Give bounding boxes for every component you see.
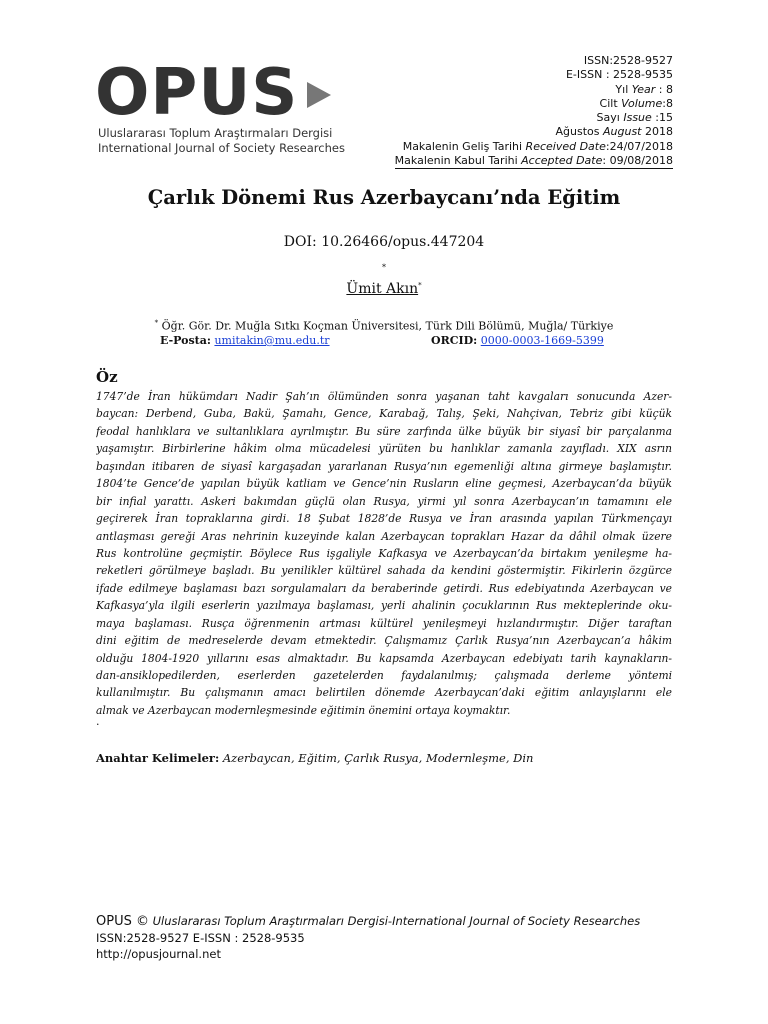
publication-meta bbox=[395, 54, 673, 169]
article-doi: DOI: 10.26466/opus.447204 bbox=[283, 234, 485, 250]
abstract-line: geçirerek İran topraklarına girdi. 18 Şubat 1828’de Rusya ve İran arasında yapılan Türkmençayı bbox=[96, 512, 672, 526]
issn: ISSN:2528-9527 bbox=[583, 54, 673, 67]
abstract-line: reketleri görülmeye başladı. Bu yenilikler kültürel sahada da kendini göstermiştir. Fikirlerin özgürce bbox=[96, 564, 672, 578]
keywords bbox=[96, 751, 533, 765]
issue-line: Sayı Issue :15 bbox=[596, 111, 673, 125]
abstract-heading: Öz bbox=[96, 368, 118, 386]
orcid-label: ORCID: bbox=[431, 334, 478, 347]
footer-issn: ISSN:2528-9527 E-ISSN : 2528-9535 bbox=[96, 931, 305, 945]
volume-line: Cilt Volume:8 bbox=[599, 96, 673, 110]
month-line: Ağustos August 2018 bbox=[555, 125, 673, 139]
abstract-line: maya başlaması. Rusça öğrenmenin artması kültürel yenileşmeyi hızlandırmıştır. Diğer taraftan bbox=[96, 616, 672, 630]
abstract-line: Rus kontrolüne geçmiştir. Böylece Rus işgaliyle Kafkasya ve Azerbaycan’da birtakım yenileşme ha- bbox=[96, 546, 672, 560]
year-line: Yıl Year : 8 bbox=[615, 82, 673, 96]
orcid-group bbox=[431, 334, 604, 347]
article-title: Çarlık Dönemi Rus Azerbaycanı’nda Eğitim bbox=[147, 186, 621, 209]
footnote-star: * bbox=[382, 263, 386, 272]
abstract-line: olduğu 1804-1920 yıllarını esas almaktadır. Bu kapsamda Azerbaycan edebiyatı tarih kaynakların- bbox=[96, 651, 672, 665]
footer-journal-name: Uluslararası Toplum Araştırmaları Dergisi-International Journal of Society Researches bbox=[148, 914, 641, 928]
journal-name-tr: Uluslararası Toplum Araştırmaları Dergisi bbox=[98, 126, 333, 140]
email-label: E-Posta: bbox=[160, 334, 211, 347]
abstract-line: 1804’te Gence’de yapılan büyük katliam ve Gence’nin Rusların eline geçmesi, Azerbaycan’da büyük bbox=[96, 477, 672, 491]
trailing-dot: . bbox=[96, 715, 100, 728]
abstract-line: dan-ansiklopedilerden, eserlerden gazetelerden faydalanılmış; çalışmada derleme yöntemi bbox=[96, 669, 672, 682]
abstract-line: kullanılmıştır. Bu çalışmanın amacı belirtilen dönemde Azerbaycan’daki eğitim anlayışlarını ele bbox=[96, 686, 672, 700]
journal-logo-subtitle bbox=[98, 126, 345, 156]
received-date-line: Makalenin Geliş Tarihi Received Date:24/07/2018 bbox=[402, 139, 673, 153]
author-line bbox=[0, 281, 768, 297]
abstract-line: feodal hanlıklara ve sultanlıklara ayrılmıştır. Bu süre zarfında ülke büyük bir siyasî bir parçalanma bbox=[96, 424, 672, 438]
journal-name-en: International Journal of Society Researches bbox=[98, 141, 345, 155]
abstract-body bbox=[96, 388, 672, 719]
page-footer bbox=[96, 913, 640, 962]
abstract-line: Kafkasya’yla ilgili eserlerin yazılmaya başlaması, yerli ahalinin çocuklarının Rus mekteplerinde oku- bbox=[96, 599, 672, 613]
author-affiliation: * Öğr. Gör. Dr. Muğla Sıtkı Koçman Üniversitesi, Türk Dili Bölümü, Muğla/ Türkiye bbox=[154, 319, 614, 333]
abstract-line: ifade edilmeye başlaması bazı sorgulamaları da beraberinde getirdi. Rus edebiyatında Azerbaycan ve bbox=[96, 581, 672, 595]
abstract-line: baycan: Derbend, Guba, Bakü, Şamahı, Gence, Karabağ, Talış, Şeki, Nahçivan, Tebriz gibi küçük bbox=[96, 407, 672, 421]
footer-brand: OPUS © bbox=[96, 914, 149, 929]
email-link[interactable]: umitakin@mu.edu.tr bbox=[214, 334, 330, 347]
logo-triangle-icon bbox=[307, 82, 331, 108]
abstract-line: yaşamıştır. Birbirlerine hâkim olma mücadelesi yürüten bu hanlıklar zamanla zayıfladı. XIX asrın bbox=[96, 442, 672, 456]
author-contact bbox=[160, 334, 604, 347]
footer-url[interactable]: http://opusjournal.net bbox=[96, 947, 221, 961]
abstract-line: almak ve Azerbaycan modernleşmesinde eğitimin önemini ortaya koymaktır. bbox=[96, 703, 511, 717]
author-footnote-mark: * bbox=[418, 281, 422, 290]
affiliation-mark: * bbox=[154, 319, 159, 327]
orcid-link[interactable]: 0000-0003-1669-5399 bbox=[480, 334, 604, 347]
abstract-line: antlaşması gereği Aras nehrinin kuzeyinde kalan Azerbaycan toprakları Hazar da dâhil olmak üzere bbox=[96, 529, 672, 543]
eissn: E-ISSN : 2528-9535 bbox=[565, 68, 673, 82]
journal-logo-wordmark: OPUS bbox=[95, 56, 299, 130]
footer-journal-line bbox=[96, 913, 640, 930]
abstract-line: 1747’de İran hükümdarı Nadir Şah’ın ölümünden sonra yaşanan taht kavgaları sonucunda Azer- bbox=[96, 390, 672, 403]
abstract-line: bir infial yarattı. Askeri bakımdan güçlü olan Rusya, yirmi yıl sonra Azerbaycan’ın tamamını ele bbox=[96, 494, 672, 508]
abstract-line: dini eğitim de medreselerde devam etmektedir. Çalışmamız Çarlık Rusya’nın Azerbaycan’a hâkim bbox=[96, 634, 672, 648]
accepted-date-line: Makalenin Kabul Tarihi Accepted Date: 09/08/2018 bbox=[395, 154, 673, 169]
author-name[interactable]: Ümit Akın bbox=[346, 281, 419, 297]
keywords-label: Anahtar Kelimeler: bbox=[96, 751, 220, 765]
abstract-line: başından itibaren de siyasî kargaşadan yararlanan Rusya’nın egemenliği altına girmeye başlamıştır. bbox=[96, 459, 672, 473]
keywords-value: Azerbaycan, Eğitim, Çarlık Rusya, Modernleşme, Din bbox=[219, 751, 534, 765]
